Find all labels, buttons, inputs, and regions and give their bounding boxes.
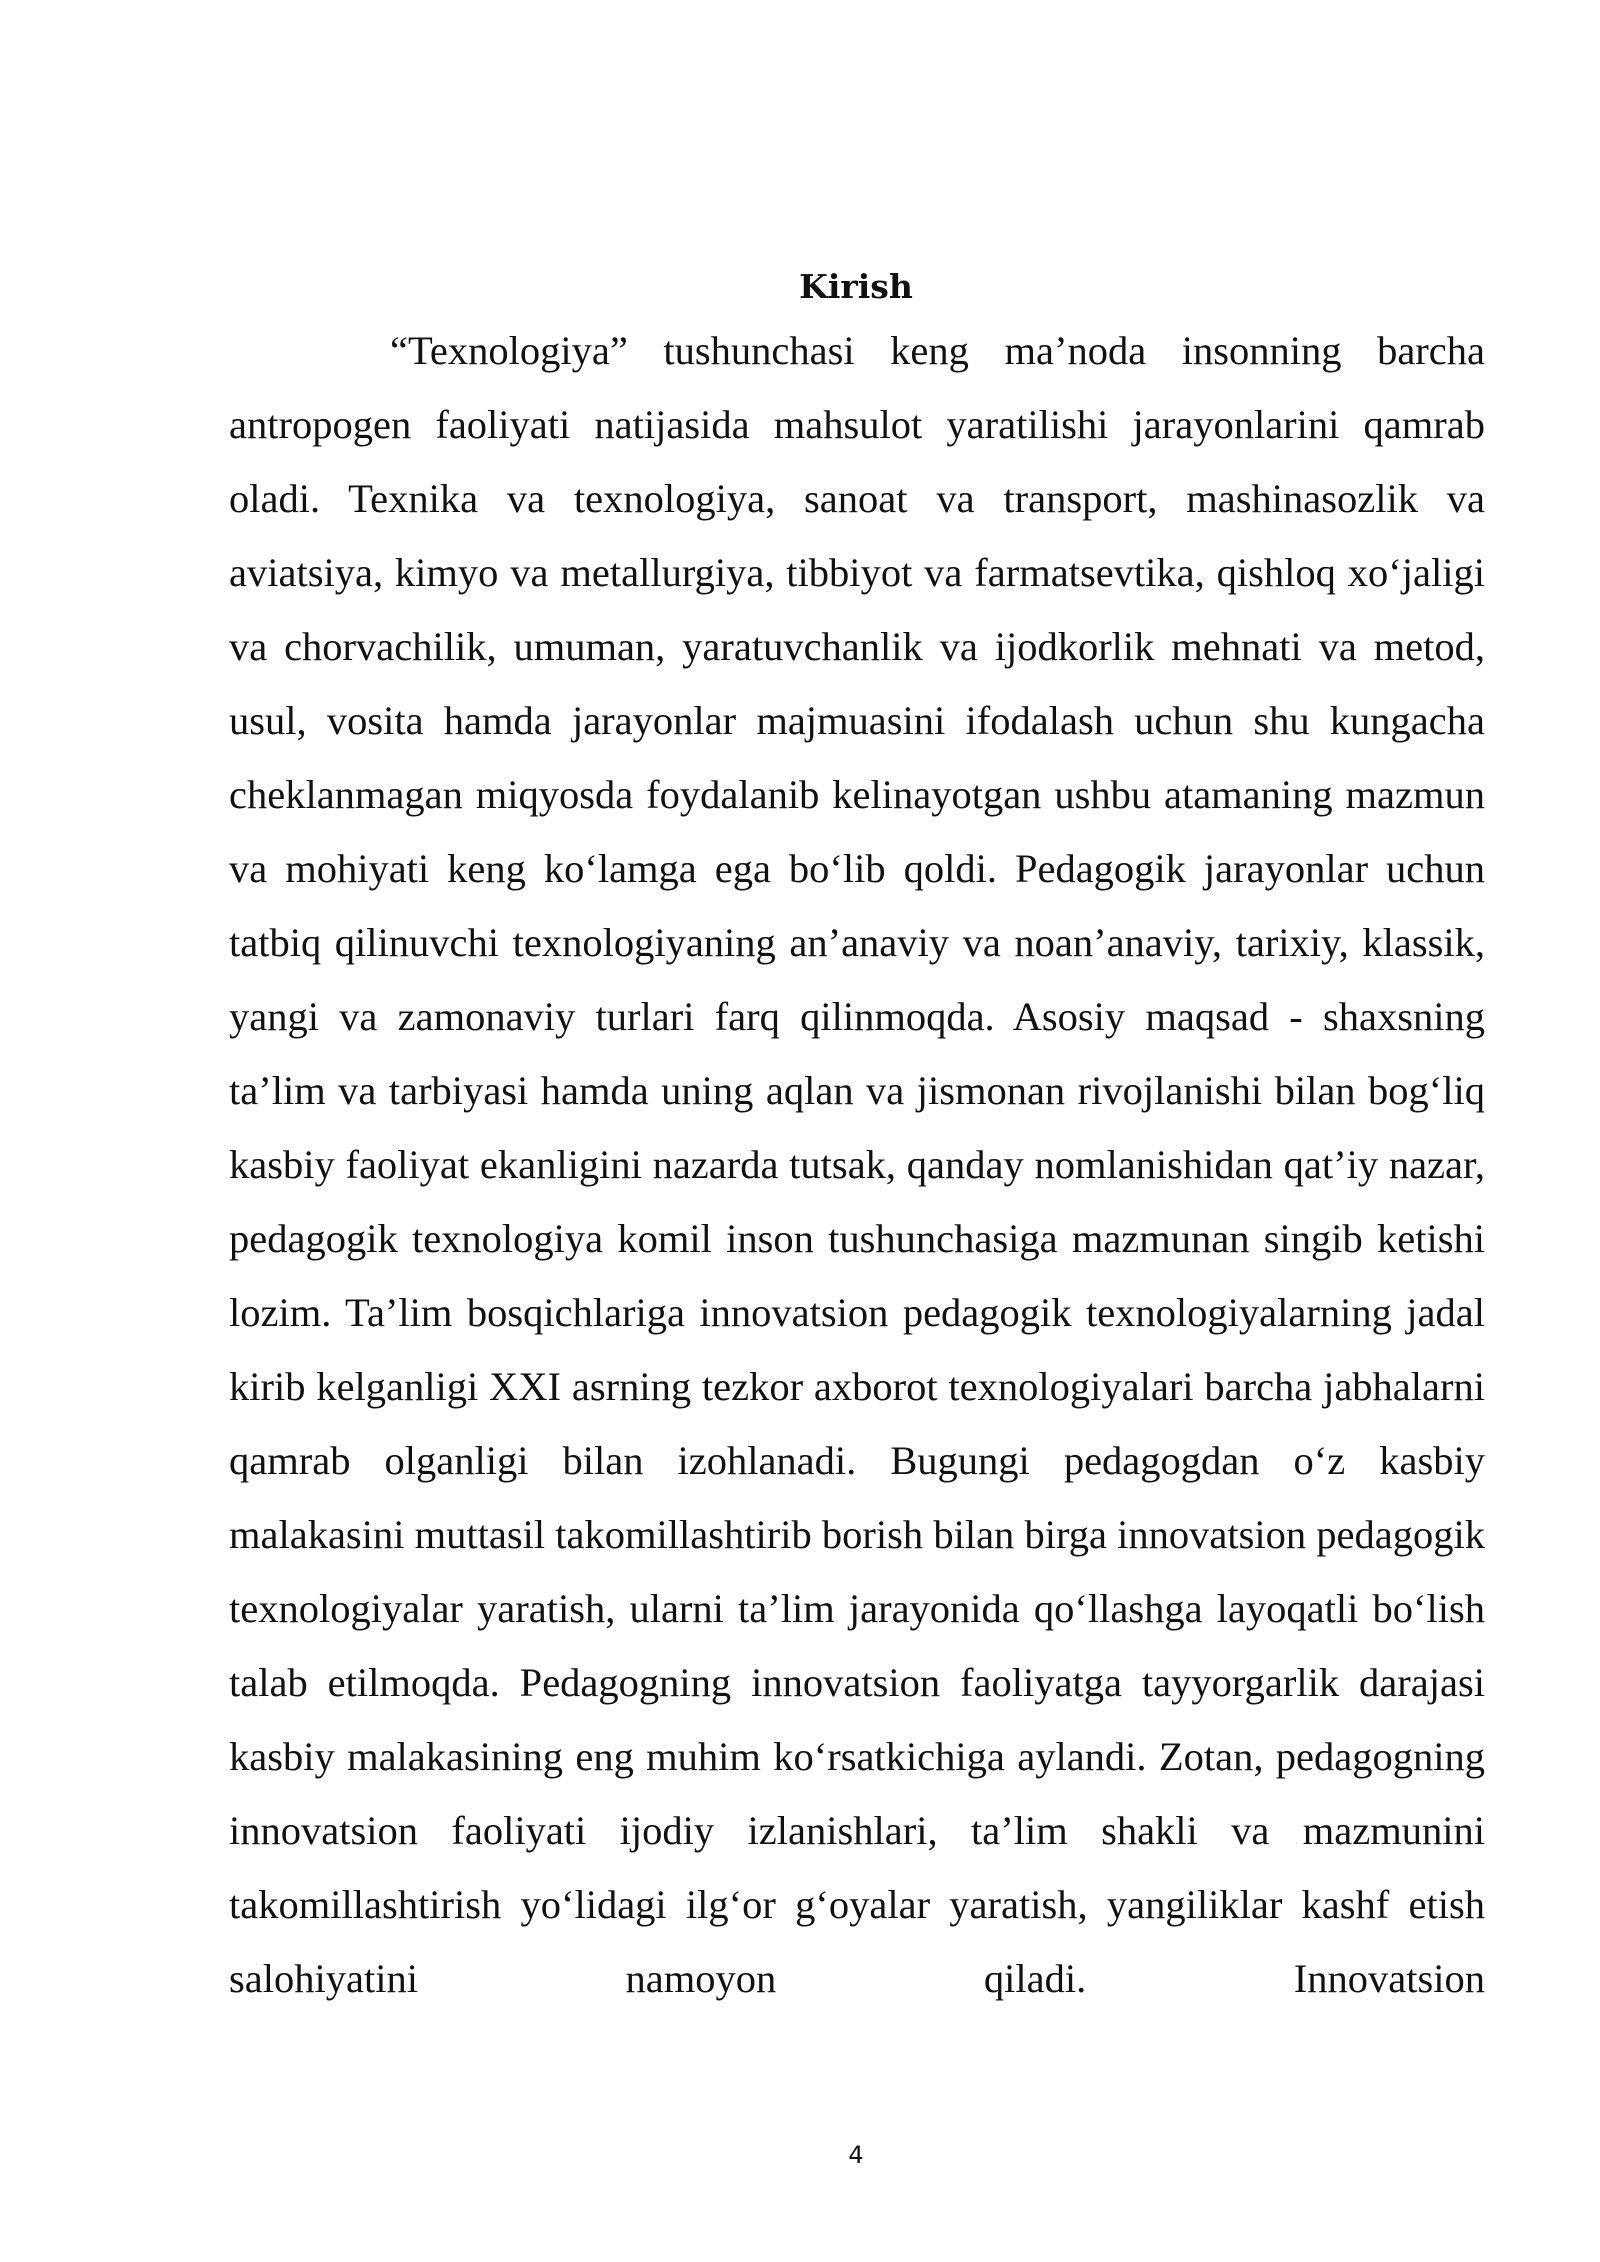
page-number: 4 [848,2141,864,2169]
section-heading: Kirish [799,267,913,306]
body-paragraph: “Texnologiya” tushunchasi keng ma’noda insonning barcha antropogen faoliyati natijasida mahsulot yaratilishi jarayonlarini qamrab oladi. Texnika va texnologiya, sanoat va transport, mashinasozlik va aviatsiya, kimyo va metallurgiya, tibbiyot va farmatsevtika, qishloq xo‘jaligi va chorvachilik, umuman, yaratuvchanlik va ijodkorlik mehnati va metod, usul, vosita hamda jarayonlar majmuasini ifodalash uchun shu kungacha cheklanmagan miqyosda foydalanib kelinayotgan ushbu atamaning mazmun va mohiyati keng ko‘lamga ega bo‘lib qoldi. Pedagogik jarayonlar uchun tatbiq qilinuvchi texnologiyaning an’anaviy va noan’anaviy, tarixiy, klassik, yangi va zamonaviy turlari farq qilinmoqda. Asosiy maqsad - shaxsning ta’lim va tarbiyasi hamda uning aqlan va jismonan rivojlanishi bilan bog‘liq kasbiy faoliyat ekanligini nazarda tutsak, qanday nomlanishidan qat’iy nazar, pedagogik texnologiya komil inson tushunchasiga mazmunan singib ketishi lozim. Ta’lim bosqichlariga innovatsion pedagogik texnologiyalarning jadal kirib kelganligi XXI asrning tezkor axborot texnologiyalari barcha jabhalarni qamrab olganligi bilan izohlanadi. Bugungi pedagogdan o‘z kasbiy malakasini muttasil takomillashtirib borish bilan birga innovatsion pedagogik texnologiyalar yaratish, ularni ta’lim jarayonida qo‘llashga layoqatli bo‘lish talab etilmoqda. Pedagogning innovatsion faoliyatga tayyorgarlik darajasi kasbiy malakasining eng muhim ko‘rsatkichiga aylandi. Zotan, pedagogning innovatsion faoliyati ijodiy izlanishlari, ta’lim shakli va mazmunini takomillashtirish yo‘lidagi ilg‘or g‘oyalar yaratish, yangiliklar kashf etish salohiyatini namoyon qiladi. Innovatsion [229,328,1485,2001]
